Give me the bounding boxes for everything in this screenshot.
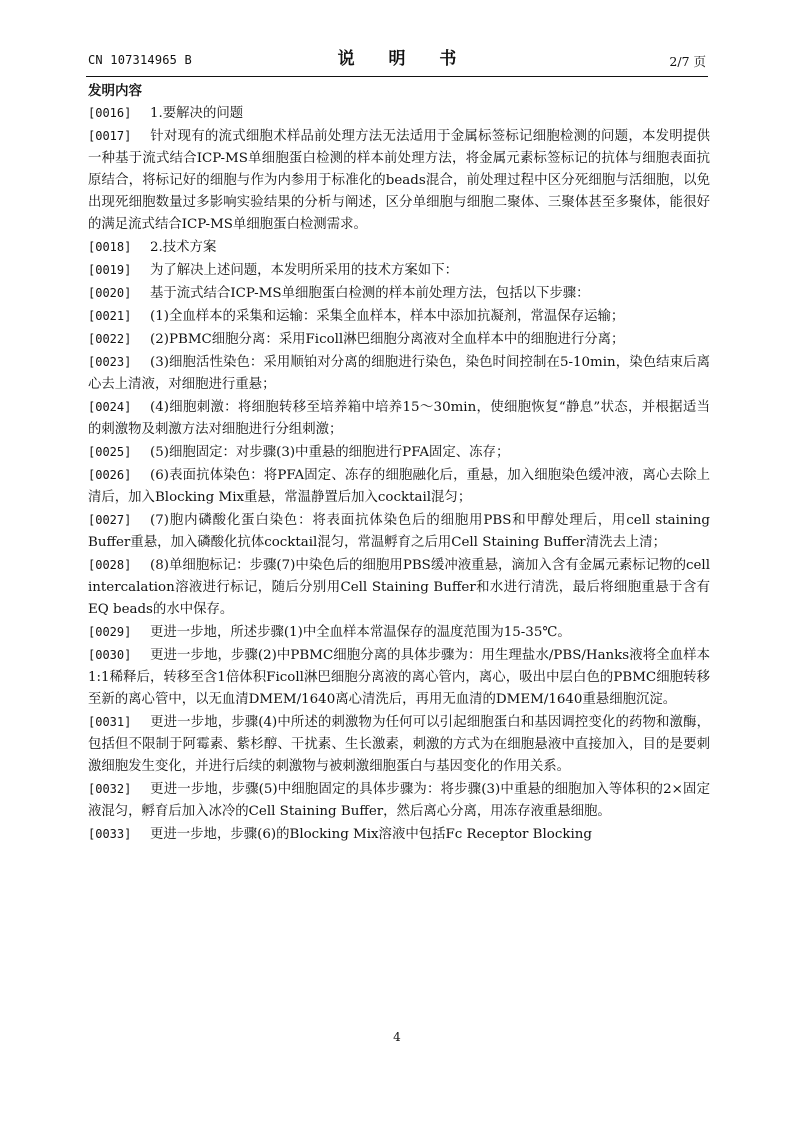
paragraph-number: [0032] (88, 782, 132, 796)
paragraph-text: 基于流式结合ICP-MS单细胞蛋白检测的样本前处理方法，包括以下步骤： (150, 286, 590, 301)
paragraph (88, 125, 710, 236)
paragraph-number: [0026] (88, 468, 132, 482)
paragraph (88, 823, 710, 846)
paragraph-number: [0031] (88, 715, 132, 729)
paragraph-number: [0025] (88, 445, 132, 459)
paragraph-text: 为了解决上述问题，本发明所采用的技术方案如下： (150, 263, 458, 278)
paragraph (88, 441, 710, 464)
paragraph-text: (8)单细胞标记：步骤(7)中染色后的细胞用PBS缓冲液重悬，滴加入含有金属元素标记物的cell intercalation溶液进行标记，随后分别用Cell Staining Buffer和水进行清洗，最后将细胞重悬于含有EQ beads的水中保存。 (88, 558, 710, 617)
page-info: 2/7 页 (669, 54, 706, 69)
paragraph (88, 778, 710, 823)
paragraph-text: (4)细胞刺激：将细胞转移至培养箱中培养15～30min，使细胞恢复“静息”状态，并根据适当的刺激物及刺激方法对细胞进行分组刺激； (88, 400, 710, 437)
paragraph-number: [0020] (88, 286, 132, 300)
page-number: 4 (393, 1030, 401, 1044)
paragraph-number: [0019] (88, 263, 132, 277)
section-heading: 发明内容 (88, 83, 142, 99)
paragraph (88, 396, 710, 441)
paragraph (88, 236, 710, 259)
paragraph-number: [0028] (88, 558, 132, 572)
paragraph-text: 更进一步地，所述步骤(1)中全血样本常温保存的温度范围为15-35℃。 (150, 625, 571, 640)
paragraph-text: (7)胞内磷酸化蛋白染色：将表面抗体染色后的细胞用PBS和甲醇处理后，用cell staining Buffer重悬，加入磷酸化抗体cocktail混匀，常温孵育之后用Cell Staining Buffer清洗去上清； (88, 513, 710, 550)
paragraph (88, 711, 710, 778)
paragraph-list (88, 102, 710, 846)
paragraph (88, 305, 710, 328)
paragraph-text: (3)细胞活性染色：采用顺铂对分离的细胞进行染色，染色时间控制在5-10min，染色结束后离心去上清液，对细胞进行重悬； (88, 355, 710, 392)
paragraph-text: (5)细胞固定：对步骤(3)中重悬的细胞进行PFA固定、冻存； (150, 445, 510, 460)
paragraph-text: (1)全血样本的采集和运输：采集全血样本，样本中添加抗凝剂，常温保存运输； (150, 309, 625, 324)
paragraph-number: [0033] (88, 827, 132, 841)
paragraph-number: [0016] (88, 106, 132, 120)
paragraph-text: (6)表面抗体染色：将PFA固定、冻存的细胞融化后，重悬，加入细胞染色缓冲液，离心去除上清后，加入Blocking Mix重悬，常温静置后加入cocktail混匀； (88, 468, 710, 505)
paragraph-number: [0030] (88, 648, 132, 662)
paragraph-text: 更进一步地，步骤(4)中所述的刺激物为任何可以引起细胞蛋白和基因调控变化的药物和激酶，包括但不限制于阿霉素、紫杉醇、干扰素、生长激素，刺激的方式为在细胞悬液中直接加入，目的是要刺激细胞发生变化，并进行后续的刺激物与被刺激细胞蛋白与基因变化的作用关系。 (88, 715, 710, 774)
document-title: 说 明 书 (337, 49, 471, 69)
paragraph (88, 464, 710, 509)
paragraph (88, 282, 710, 305)
paragraph (88, 351, 710, 396)
paragraph (88, 621, 710, 644)
paragraph (88, 328, 710, 351)
document-body (88, 80, 710, 846)
paragraph-number: [0024] (88, 400, 132, 414)
paragraph-text: 针对现有的流式细胞术样品前处理方法无法适用于金属标签标记细胞检测的问题，本发明提供一种基于流式结合ICP-MS单细胞蛋白检测的样本前处理方法，将金属元素标签标记的抗体与细胞表面抗原结合，将标记好的细胞与作为内参用于标准化的beads混合，前处理过程中区分死细胞与活细胞，以免出现死细胞数量过多影响实验结果的分析与阐述，区分单细胞与细胞二聚体、三聚体甚至多聚体，能很好的满足流式结合ICP-MS单细胞蛋白检测需求。 (88, 129, 710, 232)
paragraph-text: (2)PBMC细胞分离：采用Ficoll淋巴细胞分离液对全血样本中的细胞进行分离； (150, 332, 625, 347)
page-header (88, 44, 706, 74)
paragraph-number: [0021] (88, 309, 132, 323)
paragraph-number: [0027] (88, 513, 132, 527)
paragraph (88, 259, 710, 282)
paragraph (88, 644, 710, 711)
paragraph-number: [0017] (88, 129, 132, 143)
paragraph-text: 2.技术方案 (150, 240, 217, 255)
paragraph-number: [0023] (88, 355, 132, 369)
paragraph-text: 1.要解决的问题 (150, 106, 244, 121)
paragraph (88, 554, 710, 621)
patent-number: CN 107314965 B (88, 53, 192, 67)
paragraph-text: 更进一步地，步骤(2)中PBMC细胞分离的具体步骤为：用生理盐水/PBS/Hanks液将全血样本1:1稀释后，转移至含1倍体积Ficoll淋巴细胞分离液的离心管内，离心，吸出中层白色的PBMC细胞转移至新的离心管中，以无血清DMEM/1640离心清洗后，再用无血清的DMEM/1640重悬细胞沉淀。 (88, 648, 710, 707)
paragraph-number: [0018] (88, 240, 132, 254)
paragraph-text: 更进一步地，步骤(5)中细胞固定的具体步骤为：将步骤(3)中重悬的细胞加入等体积的2×固定液混匀，孵育后加入冰冷的Cell Staining Buffer，然后离心分离，用冻存液重悬细胞。 (88, 782, 710, 819)
paragraph-text: 更进一步地，步骤(6)的Blocking Mix溶液中包括Fc Receptor Blocking (150, 827, 592, 842)
paragraph-number: [0022] (88, 332, 132, 346)
header-divider (86, 76, 708, 77)
paragraph (88, 509, 710, 554)
paragraph-number: [0029] (88, 625, 132, 639)
paragraph (88, 102, 710, 125)
